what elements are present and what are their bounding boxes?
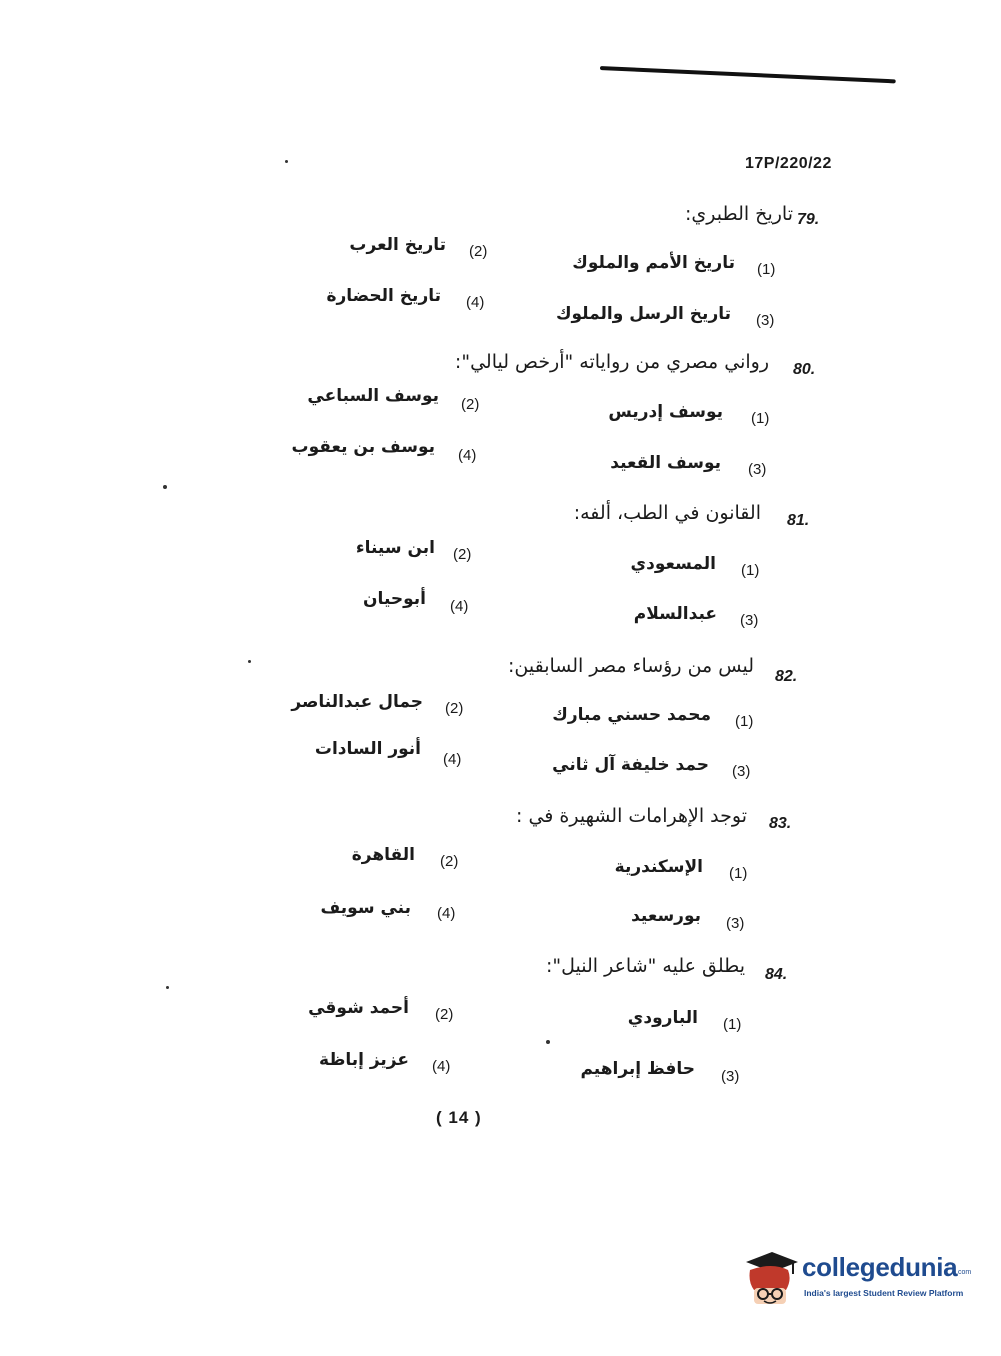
option-2-text: يوسف السباعي	[307, 386, 439, 406]
option-1-number: (1)	[751, 410, 770, 427]
option-2-number: (2)	[461, 396, 480, 413]
option-4-text: عزيز إباظة	[319, 1050, 409, 1070]
option-3-number: (3)	[740, 612, 759, 629]
option-1-text: الإسكندرية	[614, 857, 703, 877]
option-4-text: أبوحيان	[363, 589, 426, 609]
option-2-number: (2)	[445, 700, 464, 717]
scan-speck	[285, 160, 288, 163]
option-2-text: جمال عبدالناصر	[291, 692, 423, 712]
option-3-number: (3)	[756, 312, 775, 329]
question-83-text: توجد الإهرامات الشهيرة في :	[516, 805, 747, 827]
option-2-number: (2)	[440, 853, 459, 870]
question-79-number: 79.	[797, 211, 820, 228]
scan-speck	[163, 485, 167, 489]
option-3-number: (3)	[732, 763, 751, 780]
page-number: ( 14 )	[436, 1108, 482, 1127]
question-80-number: 80.	[793, 361, 816, 378]
option-1-number: (1)	[735, 713, 754, 730]
option-3-text: بورسعيد	[631, 906, 701, 926]
option-3-text: حافظ إبراهيم	[580, 1059, 695, 1079]
option-4-text: يوسف بن يعقوب	[291, 437, 435, 457]
option-2-text: أحمد شوقي	[308, 998, 409, 1018]
option-1-text: يوسف إدريس	[608, 402, 723, 422]
option-4-number: (4)	[466, 294, 485, 311]
option-4-text: أنور السادات	[314, 739, 421, 759]
collegedunia-watermark	[742, 1248, 972, 1312]
brand-tagline: India's largest Student Review Platform	[804, 1288, 964, 1298]
question-81-text: القانون في الطب، ألفه:	[573, 502, 761, 524]
scan-speck	[248, 660, 251, 663]
scan-speck	[166, 986, 169, 989]
graduate-mascot-icon	[742, 1248, 800, 1310]
option-4-number: (4)	[432, 1058, 451, 1075]
option-2-number: (2)	[469, 243, 488, 260]
option-3-number: (3)	[726, 915, 745, 932]
question-82-number: 82.	[775, 668, 798, 685]
option-4-number: (4)	[443, 751, 462, 768]
header-rule	[600, 66, 896, 83]
option-1-text: البارودي	[627, 1008, 698, 1028]
option-4-text: تاريخ الحضارة	[326, 286, 441, 306]
option-2-number: (2)	[453, 546, 472, 563]
option-3-text: عبدالسلام	[633, 604, 717, 624]
scan-speck	[546, 1040, 550, 1044]
option-3-number: (3)	[721, 1068, 740, 1085]
question-83-number: 83.	[769, 815, 792, 832]
brand-name: collegedunia	[802, 1252, 958, 1282]
question-81-number: 81.	[787, 512, 810, 529]
question-82-text: ليس من رؤساء مصر السابقين:	[508, 655, 754, 677]
option-4-number: (4)	[458, 447, 477, 464]
question-84-text: يطلق عليه "شاعر النيل":	[545, 955, 745, 977]
option-1-number: (1)	[729, 865, 748, 882]
option-3-text: حمد خليفة آل ثاني	[552, 755, 709, 775]
option-1-number: (1)	[757, 261, 776, 278]
option-2-text: ابن سيناء	[355, 538, 435, 558]
option-3-number: (3)	[748, 461, 767, 478]
option-2-number: (2)	[435, 1006, 454, 1023]
option-4-number: (4)	[450, 598, 469, 615]
option-2-text: تاريخ العرب	[349, 235, 446, 255]
option-1-text: تاريخ الأمم والملوك	[572, 253, 735, 273]
option-3-text: تاريخ الرسل والملوك	[555, 304, 731, 324]
question-84-number: 84.	[765, 966, 788, 983]
option-2-text: القاهرة	[351, 845, 415, 865]
option-3-text: يوسف القعيد	[610, 453, 721, 473]
paper-code: 17P/220/22	[745, 155, 832, 172]
question-79-text: تاريخ الطبري:	[685, 203, 793, 225]
brand-domain: .com	[956, 1269, 972, 1276]
option-4-text: بني سويف	[320, 898, 411, 918]
question-80-text: رواني مصري من رواياته "أرخص ليالي":	[454, 351, 769, 373]
option-1-number: (1)	[723, 1016, 742, 1033]
option-1-text: محمد حسني مبارك	[552, 705, 711, 725]
option-1-text: المسعودي	[630, 554, 716, 574]
option-1-number: (1)	[741, 562, 760, 579]
option-4-number: (4)	[437, 905, 456, 922]
